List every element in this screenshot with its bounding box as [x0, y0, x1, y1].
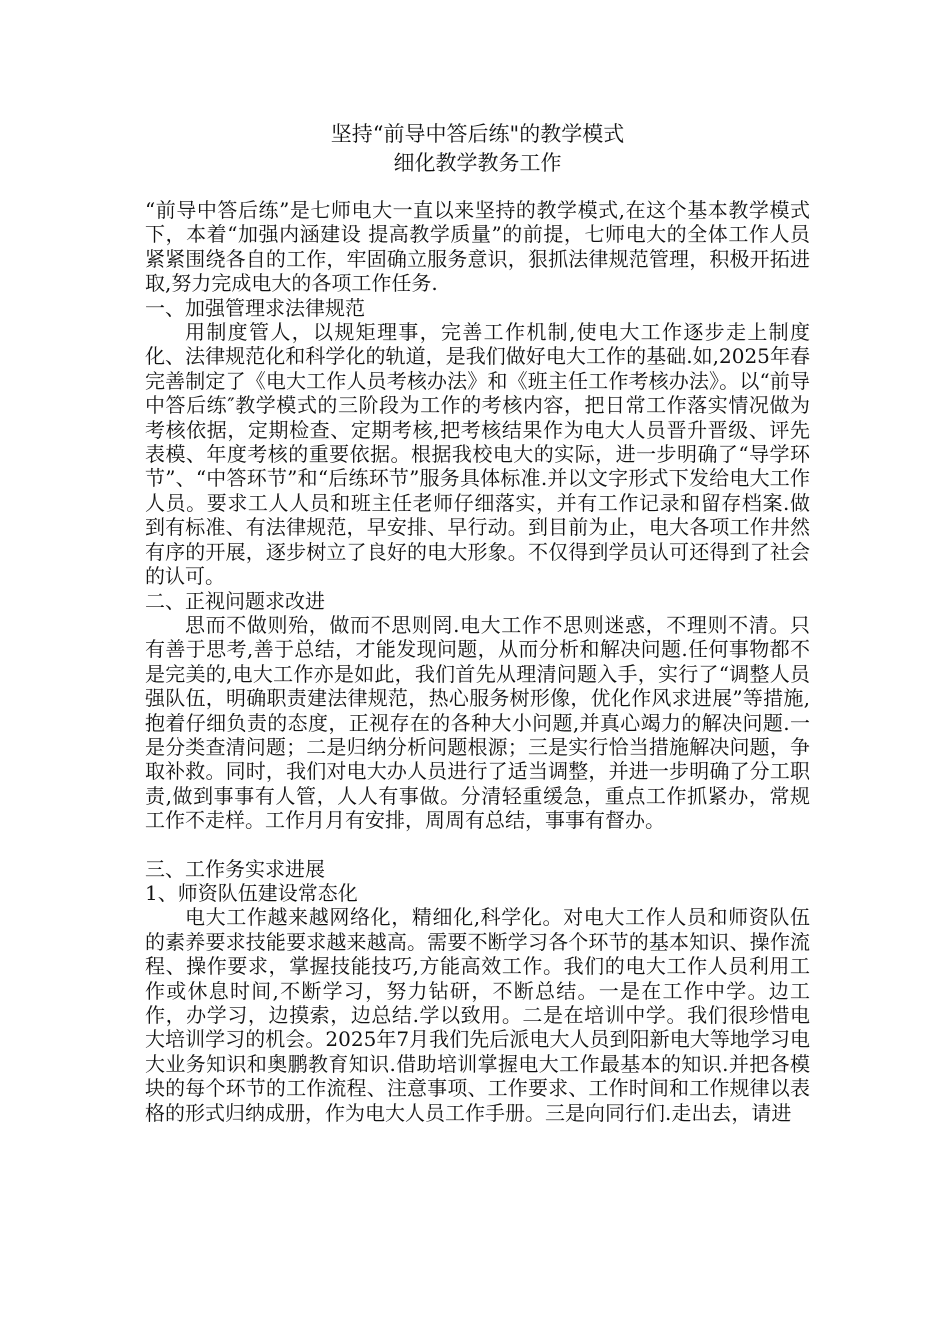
- section-heading-3: 三、工作务实求进展: [145, 856, 325, 881]
- section-subheading-3-1: 1、师资队伍建设常态化: [145, 880, 358, 905]
- document-body: [145, 198, 810, 1125]
- document-title-line-1: 坚持“前导中答后练"的教学模式: [330, 122, 625, 146]
- section-heading-1: 一、加强管理求法律规范: [145, 295, 365, 320]
- section-paragraph-3: 电大工作越来越网络化，精细化,科学化。对电大工作人员和师资队伍的素养要求技能要求越来越高。需要不断学习各个环节的基本知识、操作流程、操作要求，掌握技能技巧,方能高效工作。我们的电大工作人员利用工作或休息时间,不断学习，努力钻研，不断总结。一是在工作中学。边工作，办学习，边摸索，边总结.学以致用。二是在培训中学。我们很珍惜电大培训学习的机会。2025年7月我们先后派电大人员到阳新电大等地学习电大业务知识和奥鹏教育知识.借助培训掌握电大工作最基本的知识.并把各模块的每个环节的工作流程、注意事项、工作要求、工作时间和工作规律以表格的形式归纳成册，作为电大人员工作手册。三是向同行们.走出去，请进: [145, 905, 810, 1125]
- document-title-line-2: 细化教学教务工作: [393, 151, 562, 175]
- section-paragraph-2: 思而不做则殆，做而不思则罔.电大工作不思则迷惑，不理则不清。只有善于思考,善于总结，才能发现问题，从而分析和解决问题.任何事物都不是完美的,电大工作亦是如此，我们首先从理清问题入手，实行了“调整人员强队伍，明确职责建法律规范，热心服务树形像，优化作风求进展”等措施,抱着仔细负责的态度，正视存在的各种大小问题,并真心竭力的解决问题.一是分类查清问题；二是归纳分析问题根源；三是实行恰当措施解决问题，争取补救。同时，我们对电大办人员进行了适当调整，并进一步明确了分工职责,做到事事有人管，人人有事做。分清轻重缓急，重点工作抓紧办，常规工作不走样。工作月月有安排，周周有总结，事事有督办。: [145, 612, 810, 833]
- section-paragraph-1: 用制度管人，以规矩理事，完善工作机制,使电大工作逐步走上制度化、法律规范化和科学化的轨道，是我们做好电大工作的基础.如,2025年春完善制定了《电大工作人员考核办法》和《班主任工作考核办法》。以“前导中答后练″教学模式的三阶段为工作的考核内容，把日常工作落实情况做为考核依据，定期检查、定期考核,把考核结果作为电大人员晋升晋级、评先表模、年度考核的重要依据。根据我校电大的实际，进一步明确了“导学环节”、“中答环节”和“后练环节”服务具体标准.并以文字形式下发给电大工作人员。要求工人人员和班主任老师仔细落实，并有工作记录和留存档案.做到有标准、有法律规范，早安排、早行动。到目前为止，电大各项工作井然有序的开展，逐步树立了良好的电大形象。不仅得到学员认可还得到了社会的认可。: [145, 320, 810, 589]
- blank-line: [145, 833, 810, 857]
- document-page: [145, 120, 810, 1125]
- title-block: [145, 120, 810, 178]
- section-heading-2: 二、正视问题求改进: [145, 588, 325, 613]
- intro-paragraph: “前导中答后练”是七师电大一直以来坚持的教学模式,在这个基本教学模式下，本着“加强内涵建设 提高教学质量”的前提，七师电大的全体工作人员紧紧围绕各自的工作，牢固确立服务意识，狠抓法律规范管理，积极开拓进取,努力完成电大的各项工作任务.: [145, 198, 810, 296]
